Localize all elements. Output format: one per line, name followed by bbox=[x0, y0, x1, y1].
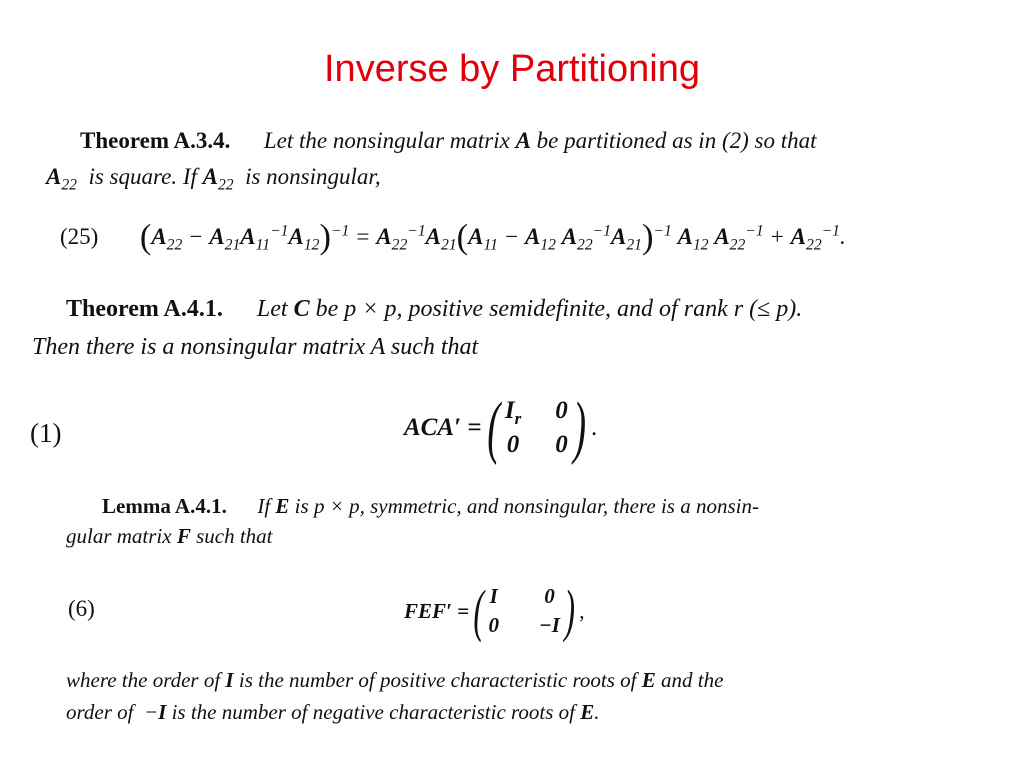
equation-1: ACA′ = ( $I_r$ 0 0 0 ) . bbox=[404, 389, 598, 466]
left-paren-icon: ( bbox=[486, 389, 500, 466]
theorem-a34-line2: $A_{22}$ is square. If $A_{22}$ is nonsingular, bbox=[46, 164, 381, 194]
equation-25 bbox=[60, 218, 846, 257]
closing-line1: where the order of I is the number of positive characteristic roots of E and the bbox=[66, 668, 724, 692]
equation-25-number: (25) bbox=[60, 224, 99, 249]
equation-1-matrix bbox=[505, 397, 568, 459]
theorem-a41-label: Theorem A.4.1. bbox=[66, 296, 223, 322]
lemma-a41-label: Lemma A.4.1. bbox=[102, 494, 227, 518]
equation-6-matrix bbox=[488, 584, 559, 638]
equation-1-lhs: ACA′ = bbox=[404, 414, 482, 441]
lemma-a41 bbox=[102, 494, 759, 519]
theorem-a41-line2: Then there is a nonsingular matrix A such that bbox=[32, 334, 479, 360]
matrix-cell: 0 bbox=[555, 397, 568, 424]
equation-6-lhs: FEF′ = bbox=[404, 598, 470, 623]
slide-title: Inverse by Partitioning bbox=[324, 48, 700, 90]
matrix-cell: −I bbox=[538, 613, 560, 637]
right-paren-icon: ) bbox=[572, 389, 586, 466]
equation-6-number: (6) bbox=[68, 596, 95, 621]
lemma-a41-line2: gular matrix F such that bbox=[66, 524, 273, 548]
lemma-a41-line1: If E is p × p, symmetric, and nonsingular, there is a nonsin- bbox=[257, 494, 759, 518]
matrix-cell: 0 bbox=[506, 431, 520, 458]
theorem-a34-line1: Let the nonsingular matrix A be partitioned as in (2) so that bbox=[263, 128, 817, 153]
matrix-cell: 0 bbox=[488, 613, 499, 637]
matrix-cell: 0 bbox=[544, 584, 555, 608]
equation-1-number: (1) bbox=[30, 418, 62, 448]
matrix-cell: $I_r$ bbox=[504, 397, 522, 428]
left-paren-icon: ( bbox=[473, 578, 485, 643]
theorem-a41 bbox=[66, 296, 802, 323]
equation-25-body: $(A_{22} - A_{21}A_{11}^{-1}A_{12})^{-1} = A_{22}^{-1}A_{21}(A_{11} - A_{12}$ $A_{22}^{-1}A_{21})^{-1}$ $A_{12}$ $A_{22}^{-1} + A_{22}^{-1}$. bbox=[139, 218, 846, 257]
theorem-a34-label: Theorem A.3.4. bbox=[80, 128, 231, 153]
right-paren-icon: ) bbox=[564, 578, 575, 643]
closing-line2: order of −I is the number of negative characteristic roots of E. bbox=[66, 700, 600, 724]
matrix-cell: I bbox=[489, 584, 498, 608]
theorem-a41-line1: Let C be p × p, positive semidefinite, and of rank r (≤ p). bbox=[256, 296, 803, 322]
equation-6: FEF′ = ( I 0 0 −I ) , bbox=[404, 578, 585, 643]
matrix-cell: 0 bbox=[555, 431, 568, 458]
theorem-a34 bbox=[80, 128, 817, 154]
